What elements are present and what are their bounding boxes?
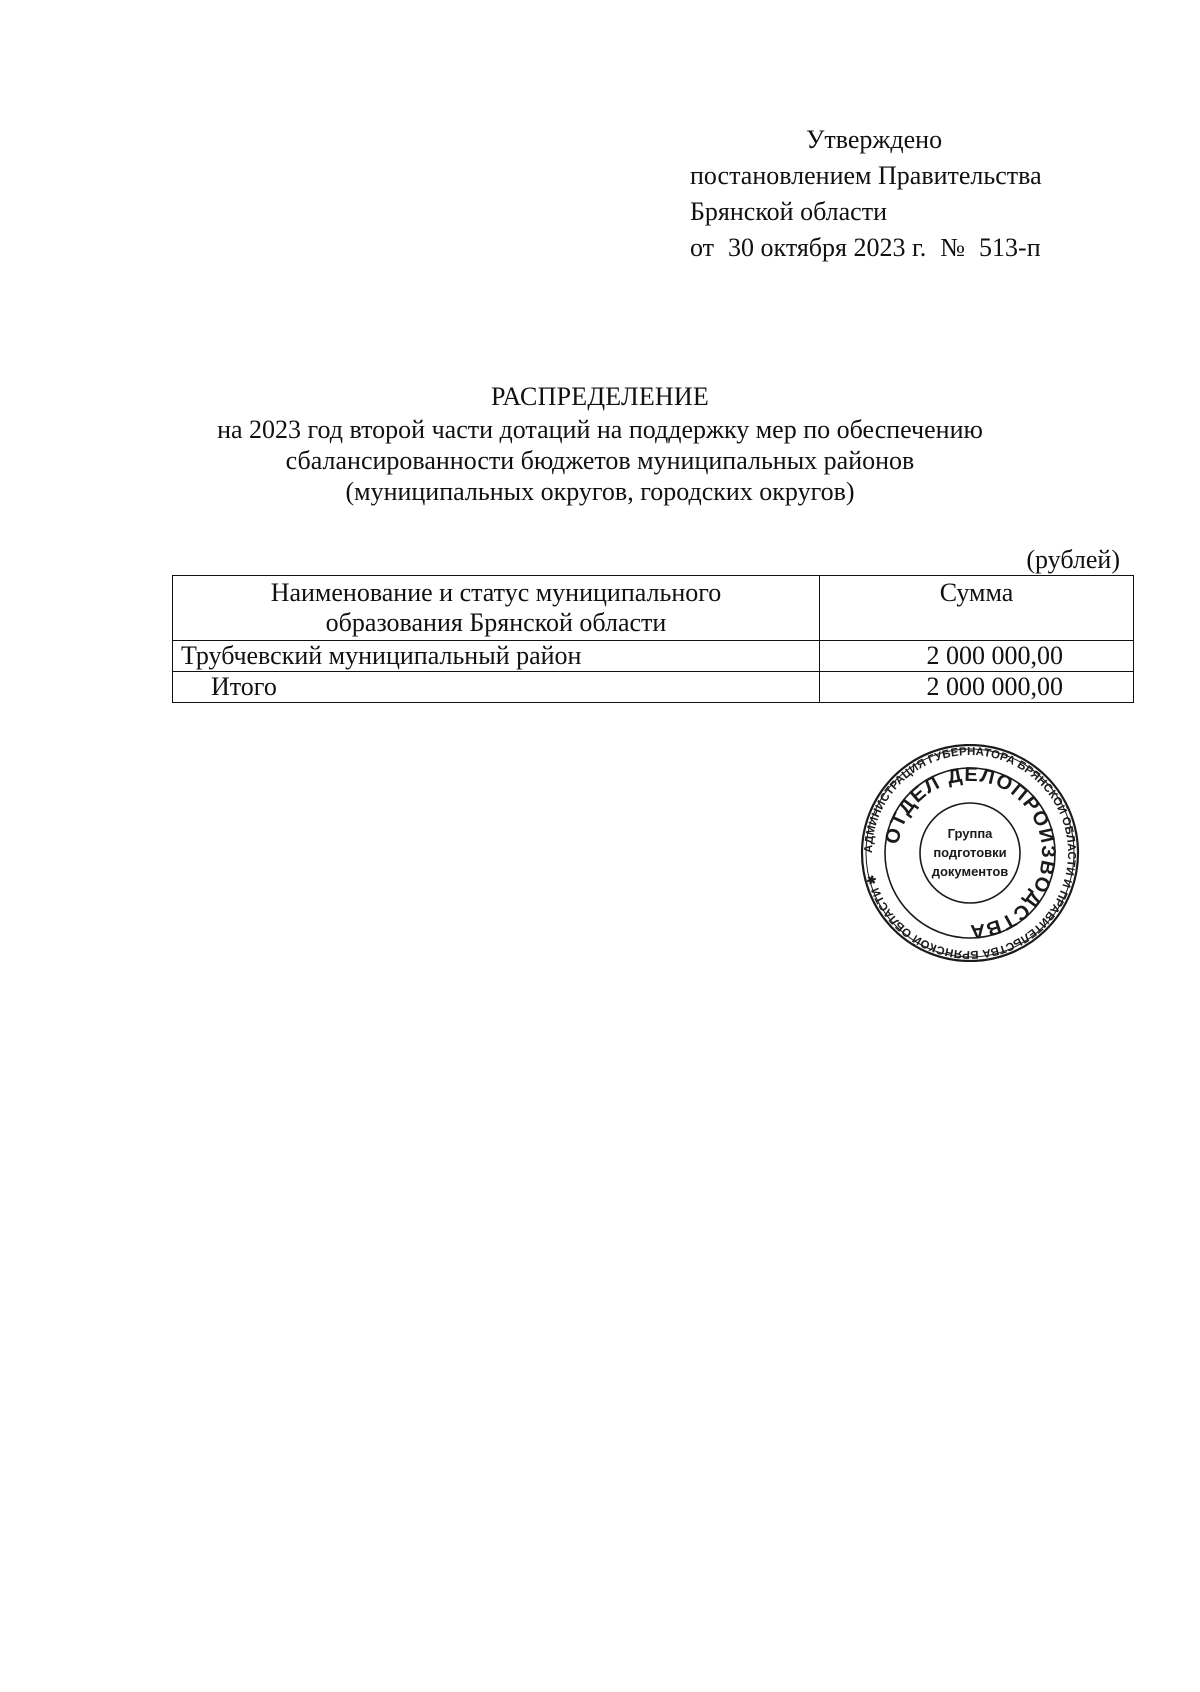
title-line-3: (муниципальных округов, городских округов) [345, 477, 855, 506]
header-sum-cell: Сумма [820, 576, 1134, 641]
row-name-cell: Трубчевский муниципальный район [173, 641, 820, 672]
approval-block [690, 122, 1130, 266]
header-name-line-2: образования Брянской области [325, 608, 667, 637]
document-title [150, 381, 1050, 507]
approval-date-prefix: от [690, 233, 715, 262]
stamp-center-line-1: Группа [947, 826, 993, 841]
approval-number: 513-п [979, 233, 1041, 262]
title-heading: РАСПРЕДЕЛЕНИЕ [491, 382, 709, 411]
title-line-1: на 2023 год второй части дотаций на поддержку мер по обеспечению [217, 415, 983, 444]
title-line-2: сбалансированности бюджетов муниципальных районов [285, 446, 915, 475]
office-stamp [858, 744, 1082, 962]
units-label: (рублей) [1026, 545, 1120, 574]
header-name-cell [173, 576, 820, 641]
total-name-cell: Итого [173, 672, 820, 703]
stamp-center-line-3: документов [931, 864, 1009, 879]
row-sum-cell: 2 000 000,00 [820, 641, 1134, 672]
approval-number-sign: № [940, 233, 966, 262]
header-name-line-1: Наименование и статус муниципального [270, 578, 722, 607]
distribution-table [172, 575, 1134, 703]
total-sum-cell: 2 000 000,00 [820, 672, 1134, 703]
approval-line-resolution: постановлением Правительства [690, 161, 1042, 190]
table-header-row [173, 576, 1134, 641]
stamp-inner-text: ОТДЕЛ ДЕЛОПРОИЗВОДСТВА [881, 763, 1060, 943]
stamp-outer-text: АДМИНИСТРАЦИЯ ГУБЕРНАТОРА БРЯНСКОЙ ОБЛАСТИ И ПРАВИТЕЛЬСТВА БРЯНСКОЙ ОБЛАСТИ ✱ [862, 745, 1078, 961]
approval-line-region: Брянской области [690, 197, 887, 226]
table-row [173, 641, 1134, 672]
stamp-center-line-2: подготовки [933, 845, 1007, 860]
approval-line-approved: Утверждено [806, 125, 943, 154]
table-total-row [173, 672, 1134, 703]
approval-line-date [690, 230, 1130, 266]
approval-date: 30 октября 2023 г. [728, 233, 927, 262]
